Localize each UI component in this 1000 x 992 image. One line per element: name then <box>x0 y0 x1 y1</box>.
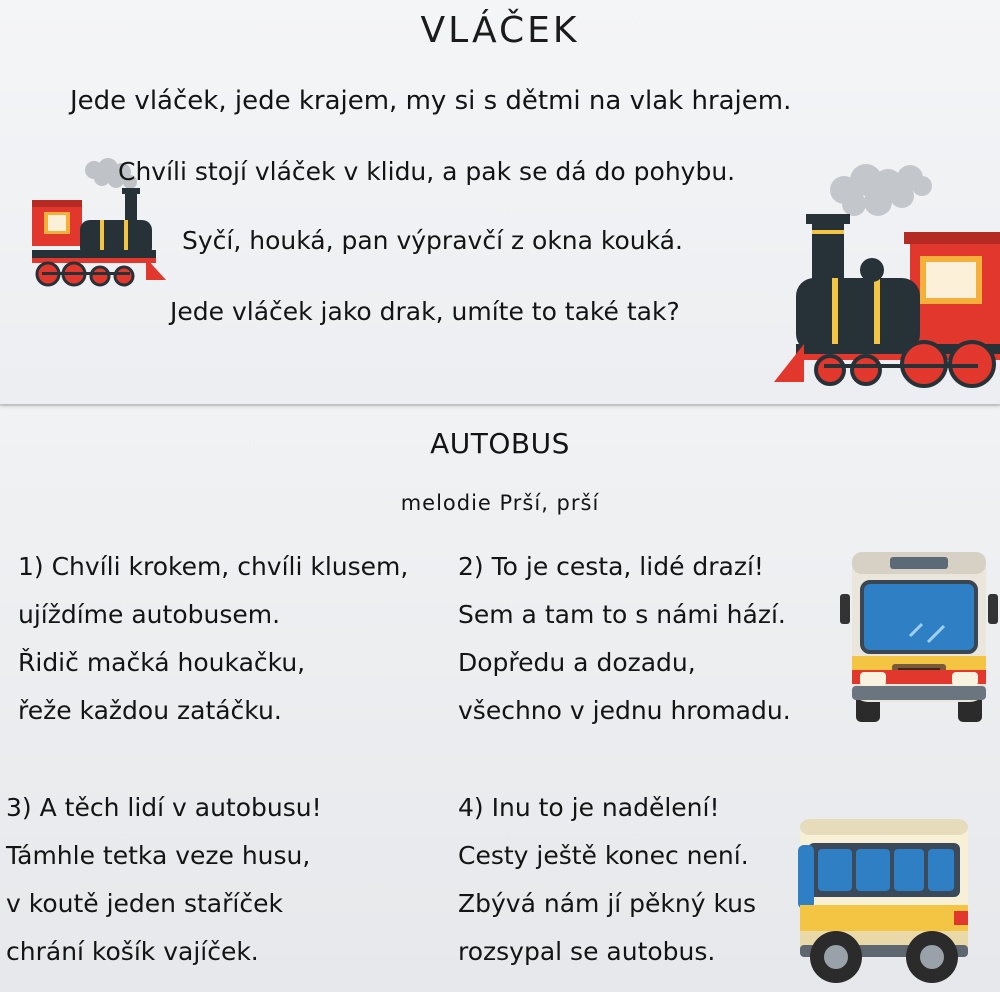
verse-line: Sem a tam to s námi hází. <box>458 600 786 629</box>
verse-line: řeže každou zatáčku. <box>18 696 282 725</box>
bus-front-icon <box>840 548 1000 724</box>
verse-line: v koutě jeden staříček <box>6 889 283 918</box>
song-title: AUTOBUS <box>430 427 570 460</box>
bus-side-icon <box>794 815 974 989</box>
verse-3 <box>6 784 322 976</box>
verse-line: Támhle tetka veze husu, <box>6 841 311 870</box>
verse-line: 1) Chvíli krokem, chvíli klusem, <box>18 552 409 581</box>
poem-line: Jede vláček jako drak, umíte to také tak? <box>170 297 680 326</box>
verse-1 <box>18 543 408 735</box>
verse-line: Dopředu a dozadu, <box>458 648 696 677</box>
verse-line: 2) To je cesta, lidé drazí! <box>458 552 764 581</box>
verse-line: Zbývá nám jí pěkný kus <box>458 889 757 918</box>
verse-line: všechno v jednu hromadu. <box>458 696 791 725</box>
verse-4 <box>458 784 756 976</box>
verse-line: ujíždíme autobusem. <box>18 600 281 629</box>
verse-line: rozsypal se autobus. <box>458 937 716 966</box>
verse-line: 4) Inu to je nadělení! <box>458 793 720 822</box>
poem-train-sheet <box>0 0 1000 404</box>
steam-train-icon <box>774 160 1000 392</box>
poem-line: Jede vláček, jede krajem, my si s dětmi na vlak hrajem. <box>70 86 792 116</box>
verse-line: Cesty ještě konec není. <box>458 841 749 870</box>
song-melody: melodie Prší, prší <box>400 491 600 515</box>
verse-line: chrání košík vajíček. <box>6 937 259 966</box>
poem-line: Syčí, houká, pan výpravčí z okna kouká. <box>182 226 683 255</box>
verse-line: 3) A těch lidí v autobusu! <box>6 793 322 822</box>
poem-title: VLÁČEK <box>420 10 580 51</box>
song-bus-sheet <box>0 406 1000 992</box>
verse-line: Řidič mačká houkačku, <box>18 648 306 677</box>
verse-2 <box>458 543 791 735</box>
poem-line: Chvíli stojí vláček v klidu, a pak se dá do pohybu. <box>118 157 736 186</box>
